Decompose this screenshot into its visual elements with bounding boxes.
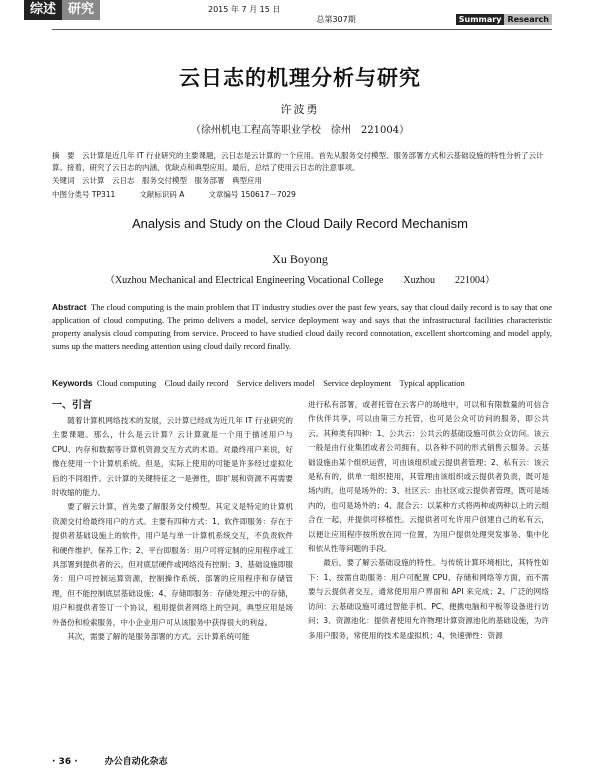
section-tag-research: 研究 (62, 0, 100, 20)
author-en: Xu Boyong (272, 252, 328, 266)
abstract-cn: 摘 要 云计算是近几年 IT 行业研究的主要课题，云日志是云计算的一个应用。首先从服务交付模型、服务部署方式和云基础设施的特性分析了云计算。接着，研究了云日志的内涵、优缺点和典型应用。最后，总结了使用云日志的注意事项。 (52, 151, 544, 172)
paper-title-cn: 云日志的机理分析与研究 (179, 66, 421, 90)
header-section-tags (24, 0, 100, 20)
section-tag-summary: 综述 (24, 0, 62, 20)
doc-code: 文献标识码 A (139, 190, 185, 199)
header-divider (52, 29, 552, 30)
paper-title-en: Analysis and Study on the Cloud Daily Record Mechanism (131, 216, 468, 231)
author-cn: 许波勇 (280, 103, 320, 116)
body-column-left (52, 398, 293, 645)
body-column-right (308, 398, 549, 643)
section-heading-introduction: 一、引言 (52, 400, 92, 411)
article-number: 文章编号 150617－7029 (208, 190, 296, 199)
publication-badge-summary: Summary (456, 14, 505, 25)
keywords-en-text: Cloud computing Cloud daily record Service delivers model Service deployment Typical application (96, 378, 465, 388)
keywords-cn: 关键词 云计算 云日志 服务交付模型 服务部署 典型应用 (52, 176, 262, 185)
issue-date: 2015 年 7 月 15 日 (208, 5, 281, 14)
classification-row (52, 189, 320, 200)
abstract-en-label: Abstract (52, 302, 87, 312)
abstract-en-text: The cloud computing is the main problem that IT industry studies over the past few years, say that cloud daily record is to say that one application of cloud computing. The primo delivers a model, service deployment way and says that the infrastructural facilities characteristic property analysis cloud computing from service. Proceed to have studied cloud daily record connotation, excellent shortcoming and model apply, sums up the matters needing attention using cloud daily record finally. (52, 302, 552, 351)
paragraph: 进行私有部署，或者托管在云客户的场地中，可以和有限数量的可信合作伙伴共享，可以由第三方托管，也可是公众可访问的服务，即公共云。其种类有四种：1、公共云：公共云的基础设施可供公众访问。该云一般是由行业集团或者公司拥有，以各种不同的形式销售云服务。云基础设施由某个组织运营，可由该组织或云提供者管理；2、私有云：该云是私有的，供单一组织使用，其管理由该组织或云提供者负责，既可是场内的，也可是场外的；3、社区云：由社区或云提供者管理，既可是场内的，也可是场外的；4、混合云：以某种方式将两种或两种以上的云组合在一起，并提供可移植性。云提供者可允许用户创建自己的私有云，以便让应用程序按所放在同一位置，为用户提供处理突发事务、集中化和依从性等问题的手段。 (308, 400, 549, 554)
paragraph: 最后，要了解云基础设施的特性。与传统计算环境相比，其特性如下：1、按需自助服务：用户可配置 CPU、存储和网络等方面，而不需要与云提供者交互，通常使用用户界面和 API 来完成；2、广泛的网络访问：云基础设施可通过智能手机、PC、便携电脑和平板等设备进行访问；3、资源池化：提供者使用允许物理计算资源池化的基础设施，为许多用户服务，常使用的技术是虚拟机；4、快速弹性：资源 (308, 558, 549, 640)
issue-number: 总第307期 (316, 15, 356, 24)
keywords-en-label: Keywords (52, 378, 93, 388)
paragraph: 要了解云计算，首先要了解服务交付模型。其定义是特定的计算机资源交付给最终用户的方式。主要有四种方式：1、软件即服务：存在于提供者基础设施上的软件，用户是与单一计算机系统交互，不负责软件和硬件维护、保养工作；2、平台即服务：用户可将定制的应用程序或工具部署到提供者的云，但对底层硬件或网络没有控制；3、基础设施即服务：用户可控制运算资源，控制操作系统、部署的应用程序和存储管理，但不能控制底层基础设施；4、存储即服务：存储处理云中的存储，用户和提供者签订一个协议，租用提供者网络上的空间，典型应用是场外备份和检索服务，中小企业用户可从该服务中获得很大的利益。 (52, 502, 293, 627)
publication-badge (456, 14, 552, 25)
page-footer: · 36 · 办公自动化杂志 (52, 757, 168, 767)
abstract-en (52, 301, 552, 353)
paragraph: 其次，需要了解的是服务部署的方式。云计算系统可能 (67, 632, 250, 642)
paragraph: 随着计算机网络技术的发展，云计算已经成为近几年 IT 行业研究的主要课题。那么，什么是云计算？云计算就是一个用于描述用户与 CPU、内存和数据等计算机资源交互方式的术语。对最终用户来说，好像在使用一个计算机系统。但是，实际上使用的可能是许多经过虚拟化后的不同组件。云计算的关键特征之一是弹性，即扩展和资源不再需要时收缩的能力。 (52, 416, 293, 498)
class-number: 中图分类号 TP311 (52, 190, 116, 199)
keywords-en (52, 377, 552, 389)
header-right (316, 14, 552, 25)
affiliation-en: （Xuzhou Mechanical and Electrical Engineering Vocational College Xuzhou 221004） (104, 275, 496, 286)
publication-badge-research: Research (504, 14, 552, 25)
affiliation-cn: （徐州机电工程高等职业学校 徐州 221004） (190, 125, 410, 136)
